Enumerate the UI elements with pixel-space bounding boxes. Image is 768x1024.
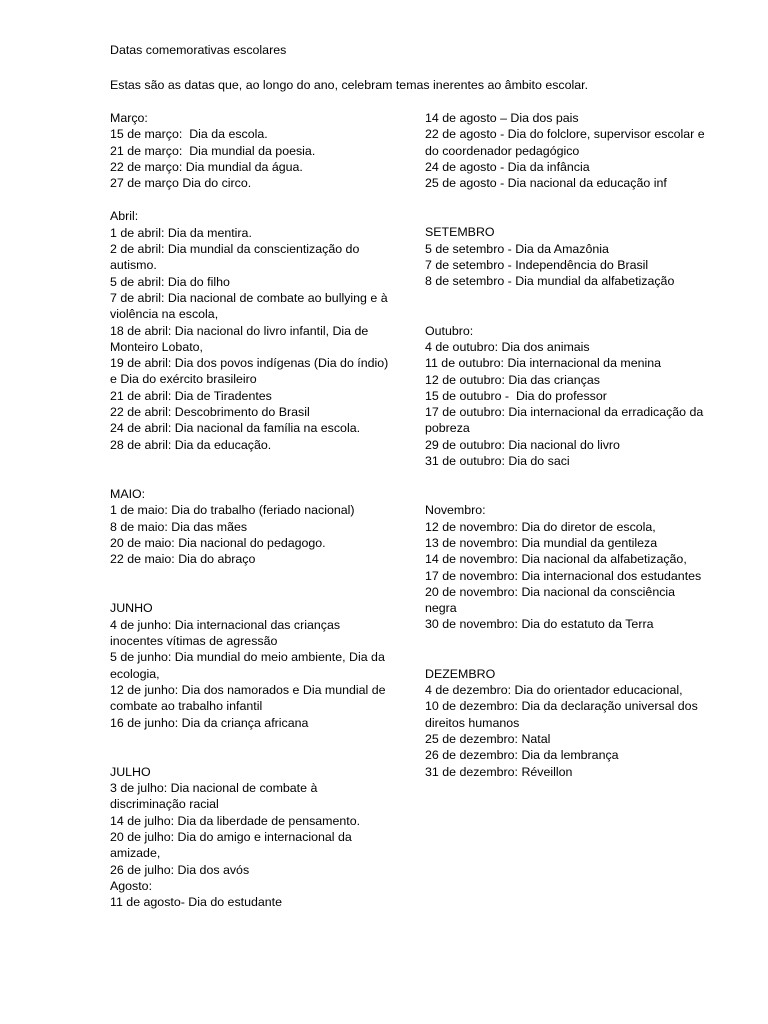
entry-date: 21 de abril: (110, 388, 172, 403)
entry-date: 12 de novembro: (425, 519, 518, 534)
month-heading: Outubro: (425, 323, 474, 338)
entry-date: 11 de outubro: (425, 356, 504, 371)
date-entry (425, 273, 710, 289)
entry-description: Dia das crianças (504, 372, 600, 387)
entry-description: Dia de Tiradentes (171, 388, 272, 403)
entry-date: 12 de junho: (110, 682, 179, 697)
entry-description: - Dia da infância (496, 159, 590, 174)
date-entry (110, 829, 390, 862)
date-entry (425, 372, 710, 388)
date-entry (425, 355, 710, 371)
date-entry (425, 388, 710, 404)
entry-date: 31 de outubro: (425, 454, 505, 469)
entry-date: 19 de abril: (110, 356, 172, 371)
entry-description: Dia do orientador educacional, (511, 683, 683, 698)
date-entry (110, 225, 390, 241)
date-entry (425, 175, 710, 191)
entry-date: 5 de junho: (110, 650, 172, 665)
entry-description: - Dia do professor (501, 388, 607, 403)
entry-date: 3 de julho: (110, 781, 168, 796)
entry-description: - Dia nacional da educação inf (496, 176, 667, 191)
date-entry (110, 551, 390, 567)
entry-description: Dia internacional dos estudantes (518, 568, 702, 583)
entry-date: 8 de maio: (110, 519, 168, 534)
entry-description: – Dia dos pais (496, 111, 579, 125)
entry-description: Dia nacional do livro infantil, Dia de Monteiro Lobato, (110, 323, 372, 354)
entry-date: 20 de maio: (110, 535, 175, 550)
month-section (425, 224, 710, 289)
date-entry (110, 682, 390, 715)
entry-description: Dia internacional da menina (504, 356, 662, 371)
entry-date: 22 de maio: (110, 552, 175, 567)
entry-description: Natal (518, 731, 551, 746)
entry-description: Dia do circo. (178, 176, 252, 191)
date-entry (110, 420, 390, 436)
entry-date: 22 de março: (110, 159, 183, 174)
entry-date: 22 de agosto (425, 127, 497, 142)
month-section (110, 110, 390, 191)
entry-description: Dia da liberdade de pensamento. (174, 813, 361, 828)
entry-date: 10 de dezembro: (425, 699, 518, 714)
left-column (110, 110, 390, 910)
entry-date: 4 de outubro: (425, 339, 499, 354)
date-entry (425, 747, 710, 763)
entry-description: Dia do saci (504, 454, 570, 469)
month-section (110, 486, 390, 567)
date-entry (425, 616, 710, 632)
entry-date: 4 de dezembro: (425, 683, 512, 698)
entry-description: - Dia do folclore, supervisor escolar e do coordenador pedagógico (425, 127, 709, 158)
entry-date: 7 de setembro (425, 258, 505, 273)
entry-date: 25 de dezembro: (425, 731, 518, 746)
entry-date: 8 de setembro (425, 274, 505, 289)
entry-description: Dia das mães (167, 519, 248, 534)
date-entry (110, 290, 390, 323)
entry-date: 20 de novembro: (425, 584, 518, 599)
month-section (110, 764, 390, 878)
entry-description: Dia do filho (164, 274, 230, 289)
entry-date: 1 de maio: (110, 503, 168, 518)
date-entry (110, 617, 390, 650)
date-entry (425, 159, 710, 175)
month-heading: SETEMBRO (425, 225, 495, 240)
entry-date: 17 de novembro: (425, 568, 518, 583)
date-entry (110, 159, 390, 175)
entry-description: Dia internacional das crianças inocentes vítimas de agressão (110, 617, 344, 649)
entry-date: 30 de novembro: (425, 617, 518, 632)
entry-date: 5 de abril: (110, 274, 165, 289)
entry-description: Dia mundial do meio ambiente, Dia da ecologia, (110, 650, 389, 681)
month-section (110, 208, 390, 452)
month-section (425, 323, 710, 470)
date-entry (110, 437, 390, 453)
month-section (425, 502, 710, 632)
entry-description: Dia nacional da consciência negra (425, 584, 679, 616)
entry-description: Dia da declaração universal dos direitos humanos (425, 699, 702, 730)
entry-description: Réveillon (518, 764, 573, 779)
date-entry (425, 519, 710, 535)
date-entry (110, 126, 390, 142)
entry-description: Dia do diretor de escola, (518, 519, 656, 534)
entry-date: 29 de outubro: (425, 437, 505, 452)
entry-description: Dia mundial da gentileza (518, 535, 658, 550)
date-entry (425, 535, 710, 551)
month-heading: DEZEMBRO (425, 666, 496, 681)
entry-date: 22 de abril: (110, 405, 172, 420)
entry-description: Dia da lembrança (518, 748, 619, 763)
entry-description: Dia do estudante (184, 895, 282, 910)
entry-description: Dia do trabalho (feriado nacional) (167, 503, 355, 518)
date-entry (110, 519, 390, 535)
date-entry (425, 437, 710, 453)
entry-date: 21 de março: (110, 143, 183, 158)
entry-description: Descobrimento do Brasil (171, 405, 310, 420)
entry-date: 27 de março (110, 176, 179, 191)
entry-date: 24 de agosto (425, 159, 497, 174)
date-entry (110, 143, 390, 159)
entry-date: 11 de agosto- (110, 895, 185, 910)
month-heading: Novembro: (425, 503, 486, 518)
entry-date: 15 de outubro (425, 388, 502, 403)
entry-date: 28 de abril: (110, 437, 172, 452)
date-entry (425, 404, 710, 437)
date-entry (425, 241, 710, 257)
date-entry (110, 323, 390, 356)
date-entry (110, 780, 390, 813)
entry-date: 15 de março: (110, 127, 183, 142)
document-title: Datas comemorativas escolares (110, 43, 287, 57)
entry-date: 5 de setembro (425, 241, 505, 256)
entry-date: 18 de abril: (110, 323, 172, 338)
date-entry (425, 551, 710, 567)
entry-description: Dia mundial da poesia. (182, 143, 316, 158)
entry-date: 7 de abril: (110, 290, 165, 305)
entry-description: Dia dos povos indígenas (Dia do índio) e Dia do exército brasileiro (110, 356, 392, 387)
date-entry (425, 764, 710, 780)
entry-date: 2 de abril: (110, 242, 165, 257)
entry-description: Dia internacional da erradicação da pobreza (425, 405, 707, 436)
month-heading: Abril: (110, 209, 139, 224)
date-entry (425, 257, 710, 273)
month-heading: JULHO (110, 764, 151, 779)
right-column (425, 110, 710, 780)
intro-paragraph: Estas são as datas que, ao longo do ano, celebram temas inerentes ao âmbito escolar. (110, 78, 589, 92)
entry-date: 14 de julho: (110, 813, 175, 828)
entry-date: 20 de julho: (110, 829, 175, 844)
date-entry (425, 731, 710, 747)
entry-description: Dia nacional da família na escola. (171, 421, 361, 436)
month-section (425, 110, 710, 191)
entry-description: Dia nacional da alfabetização, (518, 552, 687, 567)
date-entry (425, 339, 710, 355)
date-entry (110, 862, 390, 878)
date-entry (425, 584, 710, 617)
date-entry (425, 126, 710, 159)
entry-date: 25 de agosto (425, 176, 497, 191)
entry-description: Dia nacional de combate ao bullying e à violência na escola, (110, 290, 392, 322)
entry-date: 31 de dezembro: (425, 764, 518, 779)
entry-description: Dia mundial da conscientização do autismo. (110, 242, 363, 273)
entry-date: 16 de junho: (110, 715, 179, 730)
entry-date: 14 de novembro: (425, 552, 518, 567)
entry-description: - Independência do Brasil (504, 258, 649, 273)
entry-description: Dia do abraço (174, 552, 256, 567)
month-section (110, 878, 390, 911)
entry-description: Dia da escola. (182, 127, 268, 142)
date-entry (110, 894, 390, 910)
date-entry (425, 453, 710, 469)
date-entry (425, 682, 710, 698)
date-entry (110, 715, 390, 731)
entry-description: Dia da mentira. (164, 225, 252, 240)
month-heading: JUNHO (110, 601, 153, 616)
month-section (425, 666, 710, 780)
entry-description: Dia da criança africana (178, 715, 309, 730)
entry-date: 4 de junho: (110, 617, 172, 632)
month-heading: Agosto: (110, 878, 153, 893)
date-entry (110, 649, 390, 682)
date-entry (110, 388, 390, 404)
entry-date: 26 de julho: (110, 862, 175, 877)
entry-description: Dia dos namorados e Dia mundial de combate ao trabalho infantil (110, 682, 389, 714)
entry-description: - Dia mundial da alfabetização (504, 274, 675, 289)
entry-date: 13 de novembro: (425, 535, 518, 550)
entry-date: 12 de outubro: (425, 372, 505, 387)
entry-description: - Dia da Amazônia (504, 241, 609, 256)
entry-date: 17 de outubro: (425, 405, 505, 420)
entry-date: 1 de abril: (110, 225, 165, 240)
entry-date: 14 de agosto (425, 111, 497, 125)
entry-description: Dia nacional de combate à discriminação racial (110, 781, 321, 812)
entry-description: Dia do amigo e internacional da amizade, (110, 829, 356, 861)
date-entry (110, 241, 390, 274)
entry-description: Dia nacional do livro (504, 437, 620, 452)
entry-date: 24 de abril: (110, 421, 172, 436)
entry-date: 26 de dezembro: (425, 748, 518, 763)
entry-description: Dia mundial da água. (182, 159, 303, 174)
entry-description: Dia dos animais (498, 339, 590, 354)
date-entry (425, 568, 710, 584)
date-entry (110, 175, 390, 191)
month-section (110, 600, 390, 730)
date-entry (110, 535, 390, 551)
entry-description: Dia do estatuto da Terra (518, 617, 654, 632)
entry-description: Dia dos avós (174, 862, 250, 877)
date-entry (425, 698, 710, 731)
date-entry (425, 110, 710, 126)
date-entry (110, 502, 390, 518)
entry-description: Dia nacional do pedagogo. (174, 535, 326, 550)
date-entry (110, 355, 390, 388)
date-entry (110, 274, 390, 290)
month-heading: Março: (110, 111, 148, 125)
date-entry (110, 813, 390, 829)
month-heading: MAIO: (110, 486, 146, 501)
entry-description: Dia da educação. (171, 437, 272, 452)
date-entry (110, 404, 390, 420)
